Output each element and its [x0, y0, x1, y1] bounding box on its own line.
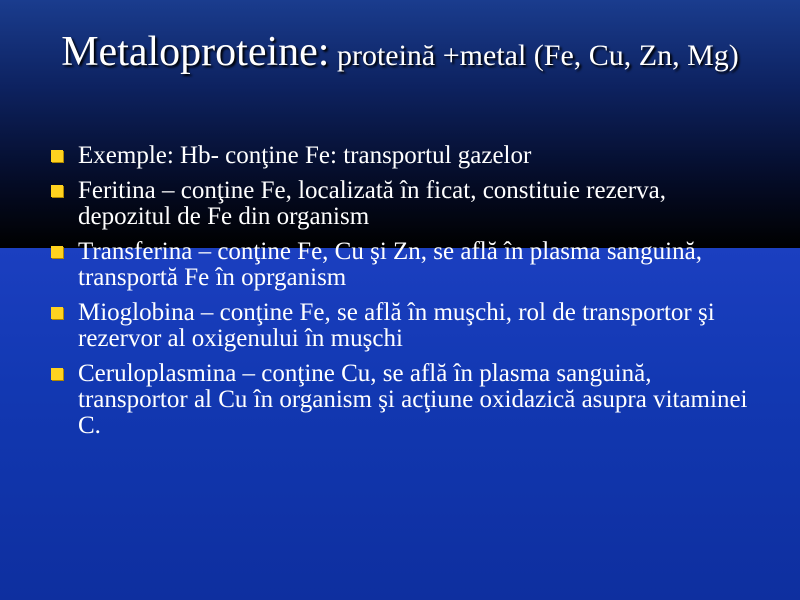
bullet-text: Exemple: Hb- conţine Fe: transportul gazelor: [78, 142, 532, 169]
square-bullet-icon: [51, 368, 63, 380]
square-bullet-icon: [51, 307, 63, 319]
square-bullet-icon: [51, 150, 63, 162]
list-item: [0, 143, 800, 169]
list-item: [0, 239, 800, 291]
square-bullet-icon: [51, 246, 63, 258]
bullet-text: Ceruloplasmina – conţine Cu, se află în plasma sanguină, transportor al Cu în organism şi acţiune oxidazică asupra vitaminei C.: [78, 360, 748, 439]
list-item: [0, 300, 800, 352]
list-item: [0, 361, 800, 439]
slide-title-rest: proteină +metal (Fe, Cu, Zn, Mg): [329, 39, 739, 72]
bullet-text: Feritina – conţine Fe, localizată în ficat, constituie rezerva, depozitul de Fe din organism: [78, 177, 666, 230]
bullet-text: Mioglobina – conţine Fe, se află în muşchi, rol de transportor şi rezervor al oxigenului în muşchi: [78, 299, 715, 352]
slide-title-main: Metaloproteine:: [61, 29, 330, 75]
list-item: [0, 178, 800, 230]
slide-title: [40, 28, 760, 78]
bullet-text: Transferina – conţine Fe, Cu şi Zn, se află în plasma sanguină, transportă Fe în oprganism: [78, 238, 702, 291]
square-bullet-icon: [51, 185, 63, 197]
bullet-list: [0, 143, 800, 448]
